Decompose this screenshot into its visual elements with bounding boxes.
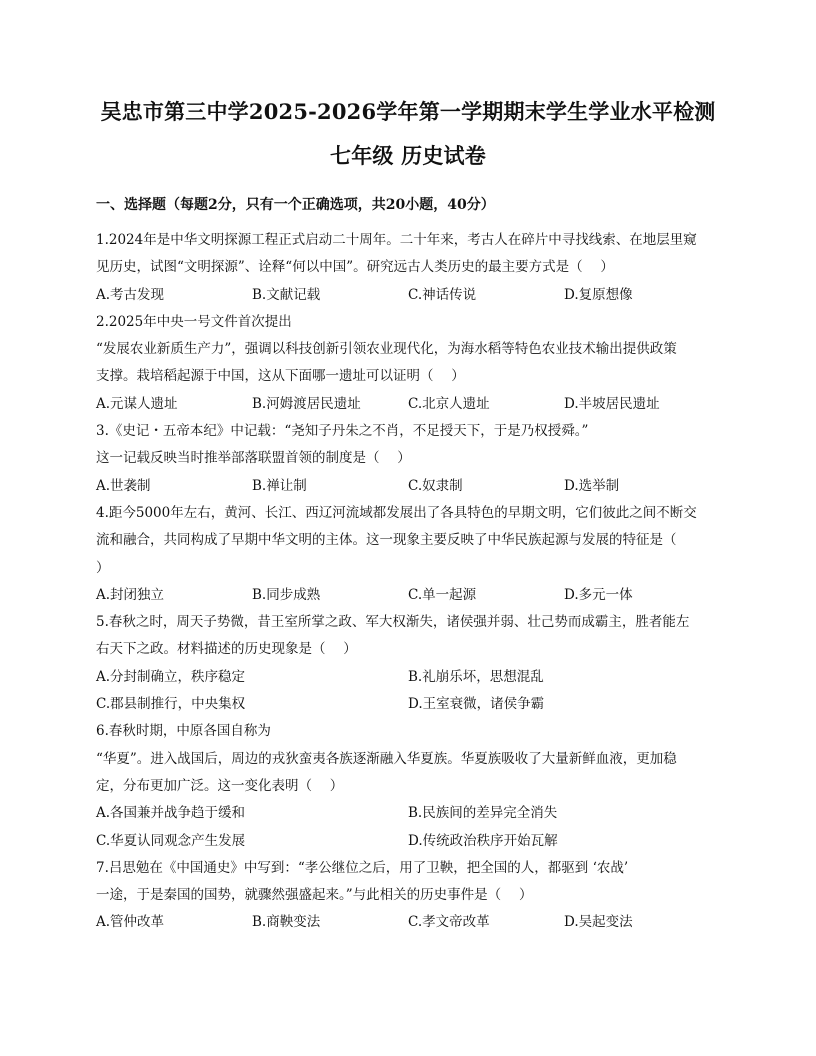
options-row bbox=[96, 282, 720, 309]
question-5 bbox=[96, 609, 720, 718]
option-c: C.神话传说 bbox=[408, 286, 477, 303]
option-a: A.管仲改革 bbox=[96, 914, 165, 931]
question-stem-line: “华夏”。进入战国后，周边的戎狄蛮夷各族逐渐融入华夏族。华夏族吸收了大量新鲜血液，更加稳 bbox=[96, 750, 677, 767]
option-b: B.商鞅变法 bbox=[252, 914, 321, 931]
option-c: C.北京人遗址 bbox=[408, 395, 490, 412]
options-row bbox=[96, 800, 720, 827]
question-stem-line: 7.吕思勉在《中国通史》中写到：“孝公继位之后，用了卫鞅，把全国的人，都驱到 ‘农战’ bbox=[96, 859, 629, 876]
option-b: B.文献记载 bbox=[252, 286, 321, 303]
option-b: B.礼崩乐坏，思想混乱 bbox=[408, 668, 544, 685]
option-a: A.分封制确立，秩序稳定 bbox=[96, 668, 246, 685]
option-a: A.元谋人遗址 bbox=[96, 395, 178, 412]
question-stem-line: 2.2025年中央一号文件首次提出 bbox=[96, 313, 292, 330]
option-b: B.同步成熟 bbox=[252, 586, 321, 603]
question-stem-line: 一途，于是秦国的国势，就骤然强盛起来。”与此相关的历史事件是（ ） bbox=[96, 887, 533, 904]
question-stem-line: 定，分布更加广泛。这一变化表明（ ） bbox=[96, 777, 344, 794]
question-4 bbox=[96, 500, 720, 609]
question-stem-line: 支撑。栽培稻起源于中国，这从下面哪一遗址可以证明（ ） bbox=[96, 368, 465, 385]
option-d: D.复原想像 bbox=[564, 286, 633, 303]
option-c: C.孝文帝改革 bbox=[408, 914, 490, 931]
options-row bbox=[96, 691, 720, 718]
question-list bbox=[96, 227, 720, 937]
question-stem-line: 右天下之政。材料描述的历史现象是（ ） bbox=[96, 641, 357, 658]
question-stem-line: “发展农业新质生产力”，强调以科技创新引领农业现代化，为海水稻等特色农业技术输出提供政策 bbox=[96, 341, 677, 358]
options-row bbox=[96, 828, 720, 855]
question-stem-line: 流和融合，共同构成了早期中华文明的主体。这一现象主要反映了中华民族起源与发展的特征是（ bbox=[96, 532, 677, 549]
question-stem-line: 4.距今5000年左右，黄河、长江、西辽河流域都发展出了各具特色的早期文明，它们彼此之间不断交 bbox=[96, 504, 697, 521]
option-b: B.民族间的差异完全消失 bbox=[408, 805, 558, 822]
section-heading: 一、选择题（每题2分，只有一个正确选项，共20小题，40分） bbox=[96, 197, 495, 213]
question-3 bbox=[96, 418, 720, 500]
option-c: C.奴隶制 bbox=[408, 477, 463, 494]
options-row bbox=[96, 582, 720, 609]
option-d: D.吴起变法 bbox=[564, 914, 633, 931]
option-c: C.华夏认同观念产生发展 bbox=[96, 832, 246, 849]
option-c: C.单一起源 bbox=[408, 586, 477, 603]
option-d: D.选举制 bbox=[564, 477, 620, 494]
option-d: D.王室衰微，诸侯争霸 bbox=[408, 696, 545, 713]
exam-subtitle: 七年级 历史试卷 bbox=[330, 143, 486, 168]
option-a: A.封闭独立 bbox=[96, 586, 165, 603]
option-d: D.多元一体 bbox=[564, 586, 633, 603]
option-a: A.世袭制 bbox=[96, 477, 151, 494]
option-d: D.传统政治秩序开始瓦解 bbox=[408, 832, 558, 849]
options-row bbox=[96, 391, 720, 418]
question-stem-line: 6.春秋时期，中原各国自称为 bbox=[96, 723, 271, 740]
option-c: C.郡县制推行，中央集权 bbox=[96, 696, 246, 713]
exam-title: 吴忠市第三中学2025-2026学年第一学期期末学生学业水平检测 bbox=[100, 99, 716, 124]
option-b: B.河姆渡居民遗址 bbox=[252, 395, 361, 412]
question-stem-line: 这一记载反映当时推举部落联盟首领的制度是（ ） bbox=[96, 450, 411, 467]
options-row bbox=[96, 909, 720, 936]
option-a: A.考古发现 bbox=[96, 286, 165, 303]
question-stem-line: ） bbox=[96, 559, 110, 576]
question-7 bbox=[96, 855, 720, 937]
question-stem-line: 5.春秋之时，周天子势微，昔王室所掌之政、军大权渐失，诸侯强并弱、壮己势而成霸主，胜者能左 bbox=[96, 614, 690, 631]
question-stem-line: 1.2024年是中华文明探源工程正式启动二十周年。二十年来，考古人在碎片中寻找线索、在地层里窥 bbox=[96, 232, 697, 248]
option-b: B.禅让制 bbox=[252, 477, 307, 494]
question-2 bbox=[96, 309, 720, 418]
options-row bbox=[96, 473, 720, 500]
question-stem-line: 见历史，试图“文明探源”、诠释“何以中国”。研究远古人类历史的最主要方式是（ ） bbox=[96, 259, 614, 276]
options-row bbox=[96, 664, 720, 691]
question-stem-line: 3.《史记・五帝本纪》中记载：“尧知子丹朱之不肖，不足授天下，于是乃权授舜。” bbox=[96, 423, 589, 440]
question-1 bbox=[96, 227, 720, 309]
option-d: D.半坡居民遗址 bbox=[564, 395, 660, 412]
question-6 bbox=[96, 718, 720, 854]
option-a: A.各国兼并战争趋于缓和 bbox=[96, 805, 246, 822]
